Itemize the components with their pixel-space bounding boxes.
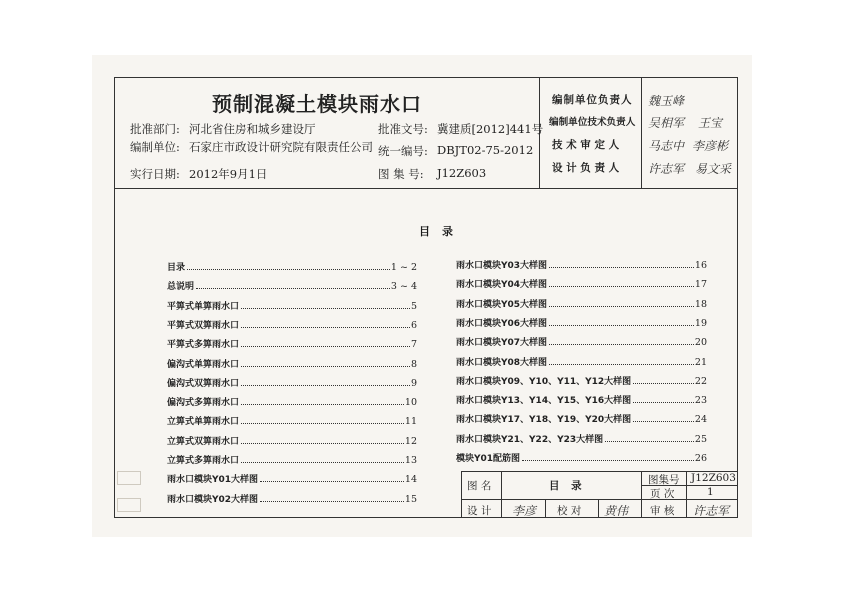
atlas-no-label-tb: 图集号 bbox=[648, 474, 680, 486]
compiler-label: 编制单位: bbox=[130, 140, 180, 154]
toc-leader-dots bbox=[241, 327, 410, 328]
toc-entry[interactable] bbox=[456, 451, 707, 464]
header-bottom-line bbox=[114, 188, 738, 189]
toc-entry-title: 雨水口模块Y13、Y14、Y15、Y16大样图 bbox=[456, 396, 632, 407]
toc-entry-page: 1 ~ 2 bbox=[390, 262, 417, 273]
toc-entry[interactable] bbox=[167, 453, 417, 466]
effective-date: 2012年9月1日 bbox=[189, 167, 268, 181]
toc-entry-title: 雨水口模块Y03大样图 bbox=[456, 261, 548, 271]
toc-entry[interactable] bbox=[167, 279, 417, 292]
atlas-no: J12Z603 bbox=[437, 166, 487, 180]
toc-entry[interactable] bbox=[167, 357, 417, 370]
toc-leader-dots bbox=[241, 443, 404, 444]
unified-no-label: 统一编号: bbox=[378, 144, 428, 158]
toc-entry[interactable] bbox=[456, 355, 707, 368]
approval-no-label: 批准文号: bbox=[378, 122, 428, 136]
toc-entry[interactable] bbox=[167, 472, 417, 485]
toc-entry-page: 17 bbox=[694, 279, 707, 291]
toc-leader-dots bbox=[605, 441, 694, 442]
toc-entry[interactable] bbox=[167, 318, 417, 331]
toc-entry[interactable] bbox=[167, 376, 417, 389]
toc-leader-dots bbox=[260, 501, 404, 502]
unified-no: DBJT02-75-2012 bbox=[437, 143, 534, 157]
toc-entry-title: 雨水口模块Y05大样图 bbox=[456, 299, 548, 310]
effective-label: 实行日期: bbox=[130, 167, 180, 181]
responsible-signature: 马志中 bbox=[648, 139, 685, 153]
toc-entry[interactable] bbox=[456, 335, 707, 348]
toc-entry-title: 雨水口模块Y07大样图 bbox=[456, 338, 548, 349]
toc-leader-dots bbox=[241, 308, 410, 309]
toc-leader-dots bbox=[196, 288, 390, 289]
page-title: 预制混凝土模块雨水口 bbox=[212, 92, 422, 116]
responsible-role: 编制单位负责人 bbox=[552, 94, 633, 106]
page-label: 页 次 bbox=[650, 488, 675, 500]
toc-entry-title: 偏沟式多箅雨水口 bbox=[167, 398, 240, 409]
toc-entry[interactable] bbox=[167, 434, 417, 447]
toc-entry-page: 16 bbox=[694, 260, 707, 271]
toc-entry-page: 10 bbox=[404, 397, 417, 409]
responsible-role: 技 术 审 定 人 bbox=[552, 139, 620, 151]
toc-leader-dots bbox=[187, 269, 390, 270]
toc-leader-dots bbox=[241, 346, 410, 347]
toc-entry-title: 立箅式多箅雨水口 bbox=[167, 456, 240, 466]
toc-entry[interactable] bbox=[167, 299, 417, 312]
check-signature: 黄伟 bbox=[604, 504, 629, 518]
toc-leader-dots bbox=[633, 421, 694, 422]
design-label: 设 计 bbox=[467, 505, 492, 517]
toc-entry[interactable] bbox=[167, 337, 417, 350]
toc-entry-page: 24 bbox=[694, 414, 707, 426]
toc-entry-title: 雨水口模块Y09、Y10、Y11、Y12大样图 bbox=[456, 376, 632, 387]
toc-leader-dots bbox=[549, 286, 694, 287]
toc-leader-dots bbox=[260, 481, 404, 482]
toc-leader-dots bbox=[549, 306, 694, 307]
atlas-no-tb: J12Z603 bbox=[691, 472, 736, 484]
toc-entry[interactable] bbox=[167, 395, 417, 408]
toc-entry-page: 15 bbox=[404, 493, 417, 505]
toc-leader-dots bbox=[549, 344, 694, 345]
toc-entry-title: 雨水口模块Y01大样图 bbox=[167, 475, 259, 486]
responsible-signature-2: 王宝 bbox=[698, 116, 723, 130]
toc-leader-dots bbox=[633, 402, 694, 403]
atlas-no-label: 图 集 号: bbox=[378, 167, 424, 181]
toc-leader-dots bbox=[522, 460, 694, 461]
toc-entry-title: 雨水口模块Y08大样图 bbox=[456, 357, 548, 368]
toc-entry-title: 模块Y01配筋图 bbox=[456, 454, 521, 464]
toc-entry-title: 立箅式单箅雨水口 bbox=[167, 417, 240, 428]
toc-entry[interactable] bbox=[456, 297, 707, 310]
review-label: 审 核 bbox=[650, 505, 675, 517]
toc-entry-title: 雨水口模块Y06大样图 bbox=[456, 318, 548, 329]
toc-entry-title: 目录 bbox=[167, 263, 186, 273]
approval-dept-label: 批准部门: bbox=[130, 122, 180, 136]
role-signature-divider bbox=[641, 77, 642, 188]
responsible-signature-2: 李彦彬 bbox=[692, 139, 729, 153]
toc-entry-page: 13 bbox=[404, 455, 417, 466]
toc-entry-title: 雨水口模块Y02大样图 bbox=[167, 494, 259, 505]
toc-entry[interactable] bbox=[456, 258, 707, 271]
toc-leader-dots bbox=[241, 366, 410, 367]
responsible-signature: 魏玉峰 bbox=[648, 94, 685, 108]
toc-entry-title: 雨水口模块Y17、Y18、Y19、Y20大样图 bbox=[456, 415, 632, 426]
toc-entry-page: 26 bbox=[694, 453, 707, 464]
toc-entry-page: 23 bbox=[694, 395, 707, 407]
toc-entry-page: 3 ~ 4 bbox=[390, 281, 417, 293]
toc-entry-title: 总说明 bbox=[167, 282, 195, 293]
toc-leader-dots bbox=[241, 385, 410, 386]
toc-entry-page: 12 bbox=[404, 435, 417, 447]
responsible-signature: 吴相军 bbox=[648, 116, 685, 130]
responsible-signature: 许志军 bbox=[648, 162, 685, 176]
toc-heading: 目录 bbox=[419, 225, 465, 238]
toc-entry-title: 平箅式单箅雨水口 bbox=[167, 301, 240, 312]
toc-entry[interactable] bbox=[167, 260, 417, 273]
drawing-name: 目 录 bbox=[549, 480, 586, 492]
approval-no: 冀建质[2012]441号 bbox=[437, 122, 544, 136]
page-number: 1 bbox=[707, 486, 714, 498]
responsible-signature-2: 易文采 bbox=[695, 162, 732, 176]
drawing-name-label: 图 名 bbox=[467, 480, 492, 492]
toc-leader-dots bbox=[549, 364, 694, 365]
compiler: 石家庄市政设计研究院有限责任公司 bbox=[189, 140, 373, 154]
design-signature: 李彦 bbox=[512, 504, 537, 518]
toc-leader-dots bbox=[241, 462, 404, 463]
toc-entry-page: 22 bbox=[694, 375, 707, 387]
toc-entry-page: 7 bbox=[410, 339, 417, 351]
toc-entry-title: 立箅式双箅雨水口 bbox=[167, 436, 240, 447]
toc-entry-title: 偏沟式单箅雨水口 bbox=[167, 359, 240, 370]
toc-entry-page: 5 bbox=[410, 300, 417, 312]
toc-entry[interactable] bbox=[456, 432, 707, 445]
toc-entry-page: 8 bbox=[410, 358, 417, 370]
review-signature: 许志军 bbox=[693, 504, 730, 518]
approval-dept: 河北省住房和城乡建设厅 bbox=[189, 122, 316, 136]
toc-entry-page: 20 bbox=[694, 337, 707, 349]
toc-leader-dots bbox=[549, 267, 694, 268]
toc-entry[interactable] bbox=[456, 277, 707, 290]
toc-leader-dots bbox=[241, 404, 404, 405]
toc-entry-page: 11 bbox=[404, 416, 417, 428]
toc-leader-dots bbox=[633, 383, 694, 384]
toc-entry-title: 偏沟式双箅雨水口 bbox=[167, 378, 240, 389]
toc-entry-title: 雨水口模块Y04大样图 bbox=[456, 280, 548, 291]
toc-entry-page: 25 bbox=[694, 433, 707, 445]
toc-entry-page: 6 bbox=[410, 319, 417, 331]
toc-entry-page: 14 bbox=[404, 474, 417, 486]
toc-entry[interactable] bbox=[456, 412, 707, 425]
toc-entry[interactable] bbox=[167, 414, 417, 427]
toc-entry-page: 18 bbox=[694, 298, 707, 310]
toc-entry[interactable] bbox=[456, 316, 707, 329]
toc-entry-page: 21 bbox=[694, 356, 707, 368]
toc-entry-title: 平箅式多箅雨水口 bbox=[167, 340, 240, 351]
toc-entry-title: 雨水口模块Y21、Y22、Y23大样图 bbox=[456, 434, 604, 445]
toc-entry[interactable] bbox=[167, 492, 417, 505]
toc-entry-title: 平箅式双箅雨水口 bbox=[167, 320, 240, 331]
toc-leader-dots bbox=[241, 423, 404, 424]
responsible-role: 编制单位技术负责人 bbox=[549, 117, 636, 128]
responsible-role: 设 计 负 责 人 bbox=[552, 162, 620, 174]
check-label: 校 对 bbox=[557, 505, 582, 517]
toc-entry-page: 9 bbox=[410, 377, 417, 389]
toc-leader-dots bbox=[549, 325, 694, 326]
toc-entry[interactable] bbox=[456, 393, 707, 406]
toc-entry-page: 19 bbox=[694, 317, 707, 329]
toc-entry[interactable] bbox=[456, 374, 707, 387]
